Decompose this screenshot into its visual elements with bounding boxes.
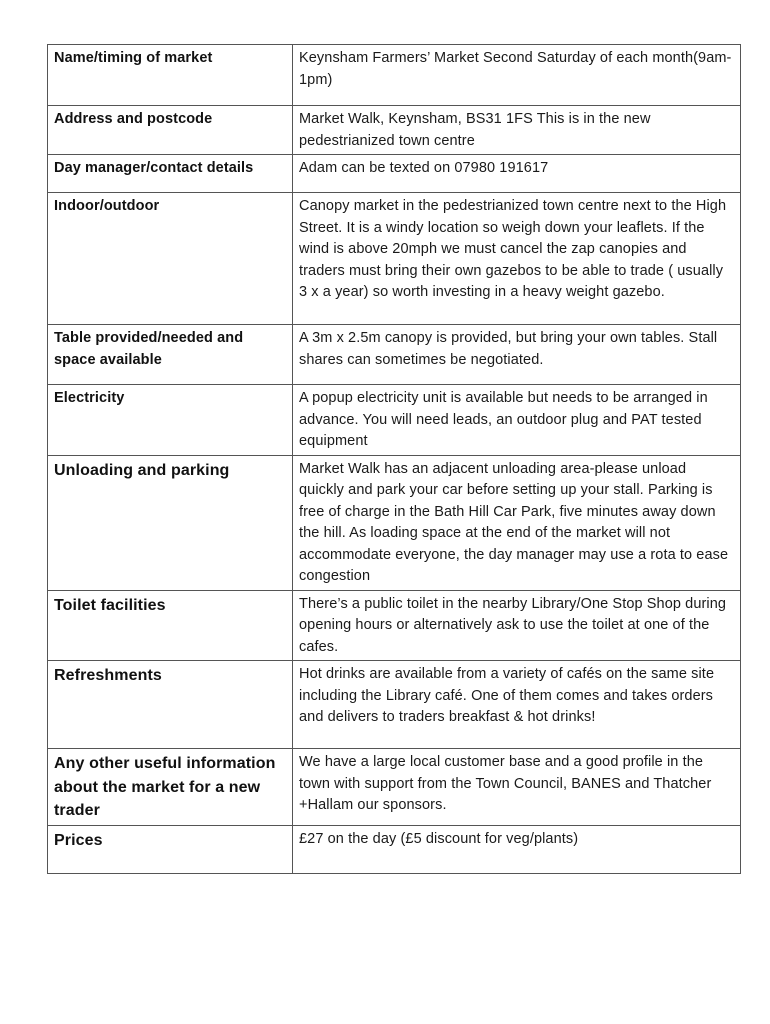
row-label: Address and postcode bbox=[48, 106, 293, 155]
row-value: Market Walk, Keynsham, BS31 1FS This is in the new pedestrianized town centre bbox=[293, 106, 741, 155]
row-value: Keynsham Farmers’ Market Second Saturday of each month(9am-1pm) bbox=[293, 45, 741, 106]
row-value: Hot drinks are available from a variety of cafés on the same site including the Library café. One of them comes and takes orders and delivers to traders breakfast & hot drinks! bbox=[293, 661, 741, 749]
table-row bbox=[48, 455, 741, 590]
row-value: A 3m x 2.5m canopy is provided, but bring your own tables. Stall shares can sometimes be negotiated. bbox=[293, 325, 741, 385]
row-value: A popup electricity unit is available but needs to be arranged in advance. You will need leads, an outdoor plug and PAT tested equipment bbox=[293, 385, 741, 456]
table-row bbox=[48, 385, 741, 456]
row-label: Unloading and parking bbox=[48, 455, 293, 590]
row-label: Toilet facilities bbox=[48, 590, 293, 661]
row-label: Any other useful information about the market for a new trader bbox=[48, 749, 293, 826]
row-label: Refreshments bbox=[48, 661, 293, 749]
table-row bbox=[48, 749, 741, 826]
row-value: Market Walk has an adjacent unloading area-please unload quickly and park your car before setting up your stall. Parking is free of charge in the Bath Hill Car Park, five minutes away down the hill. As loading space at the end of the market will not accommodate everyone, the day manager may use a rota to ease congestion bbox=[293, 455, 741, 590]
table-row bbox=[48, 106, 741, 155]
row-label: Table provided/needed and space available bbox=[48, 325, 293, 385]
table-row bbox=[48, 590, 741, 661]
row-value: There’s a public toilet in the nearby Library/One Stop Shop during opening hours or alternatively ask to use the toilet at one of the cafes. bbox=[293, 590, 741, 661]
row-label: Electricity bbox=[48, 385, 293, 456]
row-label: Indoor/outdoor bbox=[48, 193, 293, 325]
table-row bbox=[48, 45, 741, 106]
row-label: Day manager/contact details bbox=[48, 155, 293, 193]
row-value: Canopy market in the pedestrianized town centre next to the High Street. It is a windy location so weigh down your leaflets. If the wind is above 20mph we must cancel the zap canopies and traders must bring their own gazebos to be able to trade ( usually 3 x a year) so worth investing in a heavy weight gazebo. bbox=[293, 193, 741, 325]
row-value: We have a large local customer base and a good profile in the town with support from the Town Council, BANES and Thatcher +Hallam our sponsors. bbox=[293, 749, 741, 826]
table-row bbox=[48, 325, 741, 385]
table-row bbox=[48, 193, 741, 325]
table-row bbox=[48, 661, 741, 749]
table-row bbox=[48, 155, 741, 193]
row-label: Prices bbox=[48, 825, 293, 873]
table-row bbox=[48, 825, 741, 873]
row-value: Adam can be texted on 07980 191617 bbox=[293, 155, 741, 193]
row-label: Name/timing of market bbox=[48, 45, 293, 106]
market-info-table bbox=[47, 44, 741, 874]
row-value: £27 on the day (£5 discount for veg/plants) bbox=[293, 825, 741, 873]
